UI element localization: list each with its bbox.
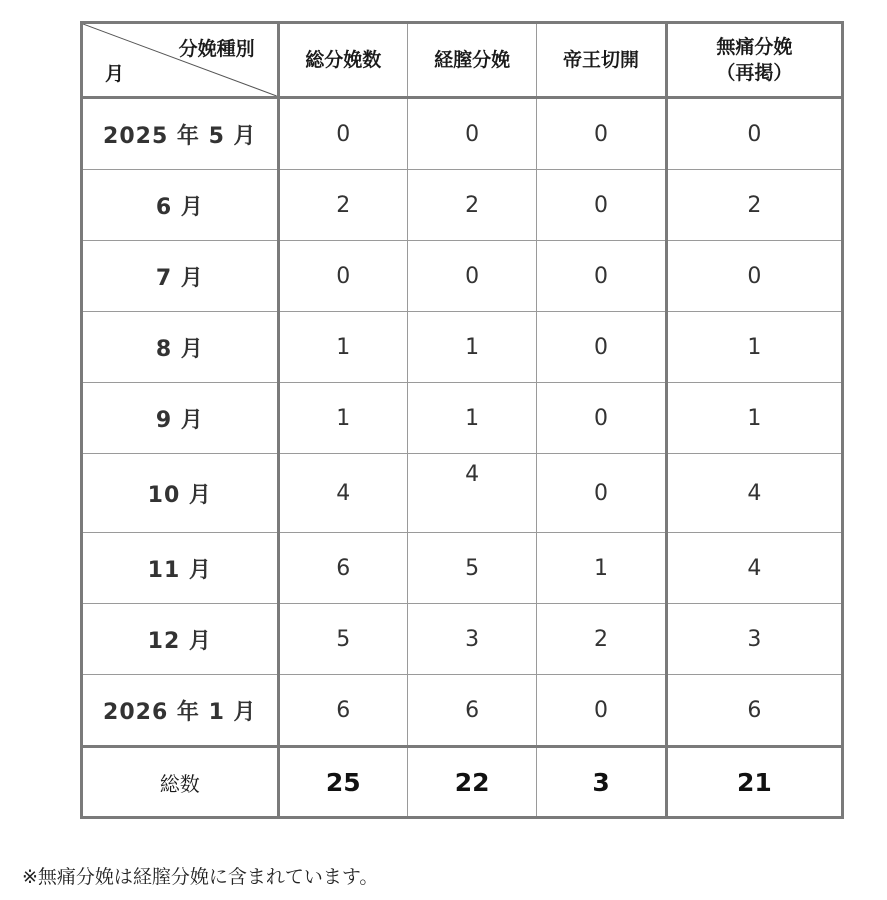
cell-painless-delivery: 3 xyxy=(666,604,842,675)
total-cesarean-section: 3 xyxy=(537,747,666,818)
header-cesarean-section-label: 帝王切開 xyxy=(563,49,640,71)
row-month: 6 月 xyxy=(82,170,279,241)
cell-cesarean-section: 0 xyxy=(537,454,666,533)
cell-total-births: 1 xyxy=(278,312,407,383)
row-month: 10 月 xyxy=(82,454,279,533)
cell-vaginal-delivery: 0 xyxy=(407,98,536,170)
table-header-row xyxy=(82,23,843,98)
diagonal-header-cell xyxy=(82,23,279,98)
footnote: ※無痛分娩は経膣分娩に含まれています。 xyxy=(22,866,379,888)
cell-painless-delivery: 6 xyxy=(666,675,842,747)
header-vaginal-delivery xyxy=(407,23,536,98)
cell-cesarean-section: 0 xyxy=(537,98,666,170)
cell-total-births: 4 xyxy=(278,454,407,533)
header-total-births-label: 総分娩数 xyxy=(305,49,382,71)
total-painless-delivery: 21 xyxy=(666,747,842,818)
cell-painless-delivery: 1 xyxy=(666,312,842,383)
cell-total-births: 0 xyxy=(278,98,407,170)
cell-vaginal-delivery: 3 xyxy=(407,604,536,675)
cell-vaginal-delivery: 4 xyxy=(407,454,536,533)
table-row xyxy=(82,454,843,533)
header-painless-delivery-sublabel: （再掲） xyxy=(716,62,793,84)
table-row xyxy=(82,533,843,604)
row-month: 12 月 xyxy=(82,604,279,675)
birth-statistics-table-container xyxy=(80,21,844,819)
birth-statistics-table xyxy=(80,21,844,819)
cell-cesarean-section: 0 xyxy=(537,383,666,454)
cell-vaginal-delivery: 1 xyxy=(407,383,536,454)
cell-painless-delivery: 4 xyxy=(666,533,842,604)
header-delivery-type-label: 分娩種別 xyxy=(178,38,255,60)
cell-vaginal-delivery: 0 xyxy=(407,241,536,312)
table-row xyxy=(82,675,843,747)
header-vaginal-delivery-label: 経膣分娩 xyxy=(434,49,511,71)
table-row xyxy=(82,312,843,383)
header-painless-delivery-label: 無痛分娩 xyxy=(716,36,793,58)
totals-label: 総数 xyxy=(82,747,279,818)
table-row xyxy=(82,170,843,241)
cell-total-births: 0 xyxy=(278,241,407,312)
cell-total-births: 1 xyxy=(278,383,407,454)
cell-total-births: 6 xyxy=(278,533,407,604)
row-month: 2026 年 1 月 xyxy=(82,675,279,747)
cell-vaginal-delivery: 1 xyxy=(407,312,536,383)
cell-painless-delivery: 4 xyxy=(666,454,842,533)
cell-total-births: 6 xyxy=(278,675,407,747)
row-month: 11 月 xyxy=(82,533,279,604)
cell-cesarean-section: 0 xyxy=(537,312,666,383)
cell-vaginal-delivery: 5 xyxy=(407,533,536,604)
cell-cesarean-section: 0 xyxy=(537,675,666,747)
header-total-births xyxy=(278,23,407,98)
table-row xyxy=(82,241,843,312)
table-row xyxy=(82,383,843,454)
total-total-births: 25 xyxy=(278,747,407,818)
table-row xyxy=(82,98,843,170)
cell-cesarean-section: 0 xyxy=(537,241,666,312)
row-month: 9 月 xyxy=(82,383,279,454)
cell-vaginal-delivery: 6 xyxy=(407,675,536,747)
table-row xyxy=(82,604,843,675)
row-month: 2025 年 5 月 xyxy=(82,98,279,170)
header-month-label: 月 xyxy=(105,63,125,85)
cell-total-births: 5 xyxy=(278,604,407,675)
total-vaginal-delivery: 22 xyxy=(407,747,536,818)
cell-cesarean-section: 0 xyxy=(537,170,666,241)
cell-painless-delivery: 0 xyxy=(666,98,842,170)
header-painless-delivery xyxy=(666,23,842,98)
header-cesarean-section xyxy=(537,23,666,98)
cell-cesarean-section: 2 xyxy=(537,604,666,675)
cell-painless-delivery: 2 xyxy=(666,170,842,241)
cell-vaginal-delivery: 2 xyxy=(407,170,536,241)
cell-painless-delivery: 0 xyxy=(666,241,842,312)
cell-cesarean-section: 1 xyxy=(537,533,666,604)
cell-painless-delivery: 1 xyxy=(666,383,842,454)
cell-total-births: 2 xyxy=(278,170,407,241)
row-month: 8 月 xyxy=(82,312,279,383)
table-totals-row xyxy=(82,747,843,818)
row-month: 7 月 xyxy=(82,241,279,312)
